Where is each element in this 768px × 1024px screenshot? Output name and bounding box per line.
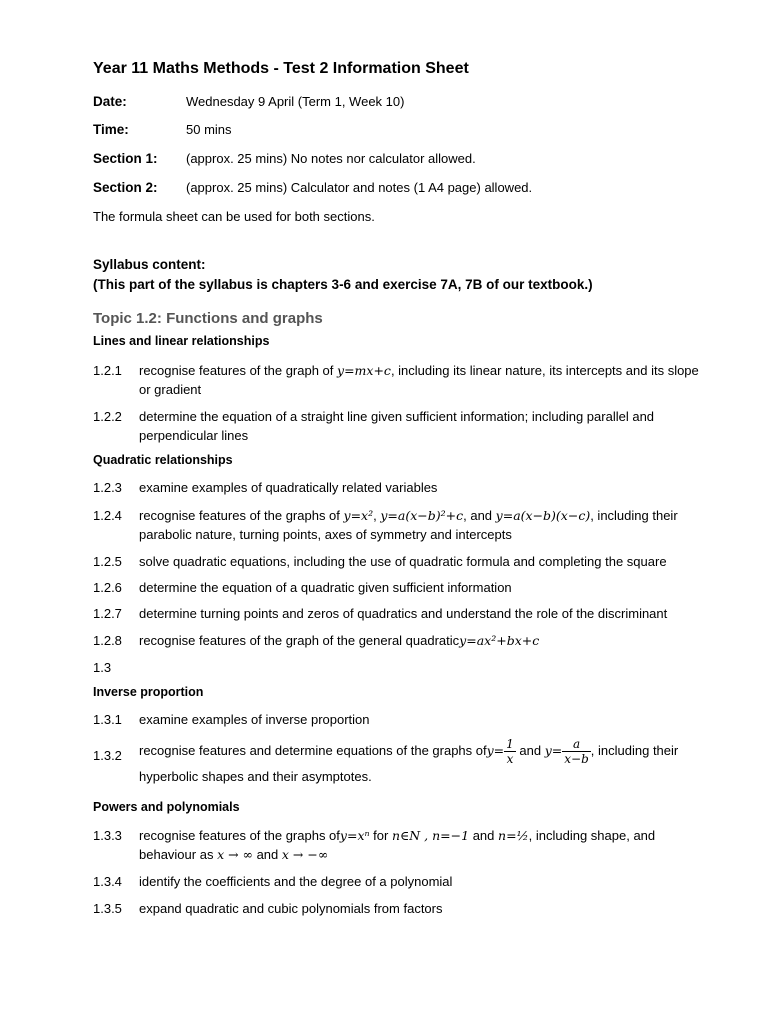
syllabus-item-1-3-1 xyxy=(93,710,713,729)
item-text: identify the coefficients and the degree of a polynomial xyxy=(139,874,453,889)
item-text: and xyxy=(515,742,545,758)
item-text: recognise features of the graphs of xyxy=(139,508,344,523)
info-date xyxy=(93,94,404,109)
item-text: examine examples of inverse proportion xyxy=(139,712,370,727)
info-section-2 xyxy=(93,180,532,195)
equation: y=xⁿ xyxy=(339,828,370,843)
section-linear: Lines and linear relationships xyxy=(93,334,270,348)
item-number: 1.2.8 xyxy=(93,633,122,648)
item-text: recognise features of the graphs of xyxy=(139,828,340,843)
fraction xyxy=(504,737,516,766)
equation: x → −∞ xyxy=(281,847,329,862)
info-value: (approx. 25 mins) Calculator and notes (1 A4 page) allowed. xyxy=(186,180,533,195)
item-number: 1.3.3 xyxy=(93,828,122,843)
syllabus-item-1-3-2 xyxy=(93,737,713,788)
equation: y= xyxy=(486,742,505,758)
section-powers: Powers and polynomials xyxy=(93,800,240,814)
item-text: determine turning points and zeros of quadratics and understand the role of the discriminant xyxy=(139,606,668,621)
item-text: examine examples of quadratically related variables xyxy=(139,480,438,495)
syllabus-item-1-2-8 xyxy=(93,631,713,650)
item-number: 1.2.4 xyxy=(93,508,122,523)
info-label: Section 1: xyxy=(93,151,158,166)
syllabus-item-1-2-2 xyxy=(93,407,713,445)
fraction-denominator: x−b xyxy=(564,752,589,766)
equation: y=a(x−b)(x−c) xyxy=(495,508,591,523)
syllabus-item-1-3-5 xyxy=(93,899,713,918)
item-text: for xyxy=(369,828,392,843)
item-number: 1.2.6 xyxy=(93,580,122,595)
item-number: 1.3.2 xyxy=(93,748,122,763)
info-section-1 xyxy=(93,151,476,166)
item-text: recognise features of the graph of the general quadratic xyxy=(139,633,460,648)
info-label: Date: xyxy=(93,94,127,109)
info-label: Section 2: xyxy=(93,180,158,195)
syllabus-item-1-2-6 xyxy=(93,578,713,597)
syllabus-item-1-2-3 xyxy=(93,478,713,497)
equation: y=a(x−b)²+c xyxy=(380,508,464,523)
equation: y=x² xyxy=(343,508,374,523)
section-quadratic: Quadratic relationships xyxy=(93,453,233,467)
info-value: (approx. 25 mins) No notes nor calculator allowed. xyxy=(186,151,476,166)
syllabus-item-1-3-4 xyxy=(93,872,713,891)
item-number: 1.2.3 xyxy=(93,480,122,495)
equation: x → ∞ xyxy=(217,847,253,862)
section-inverse: Inverse proportion xyxy=(93,685,204,699)
item-text: solve quadratic equations, including the use of quadratic formula and completing the square xyxy=(139,554,667,569)
info-value: 50 mins xyxy=(186,122,232,137)
fraction-numerator: 1 xyxy=(506,737,514,751)
item-text: expand quadratic and cubic polynomials from factors xyxy=(139,901,443,916)
item-number: 1.3.5 xyxy=(93,901,122,916)
item-text: and xyxy=(469,828,499,843)
item-text: , including shape, and behaviour as xyxy=(139,828,656,862)
item-number: 1.3.1 xyxy=(93,712,122,727)
item-number: 1.2.5 xyxy=(93,554,122,569)
info-value: Wednesday 9 April (Term 1, Week 10) xyxy=(186,94,405,109)
syllabus-item-1-2-1 xyxy=(93,361,713,399)
item-number: 1.2.1 xyxy=(93,363,122,378)
info-time xyxy=(93,122,232,137)
item-number: 1.2.2 xyxy=(93,409,122,424)
item-text: recognise features and determine equations of the graphs of xyxy=(139,742,487,758)
item-text: determine the equation of a straight line given sufficient information; including parallel and perpendicular lines xyxy=(139,409,655,443)
syllabus-item-1-3-3 xyxy=(93,826,713,864)
item-text: , including its linear nature, its intercepts and its slope or gradient xyxy=(139,363,699,397)
equation: y= xyxy=(544,742,563,758)
equation: n∈N , n=−1 xyxy=(391,828,470,843)
syllabus-item-1-2-4 xyxy=(93,506,713,544)
item-text: recognise features of the graph of xyxy=(139,363,338,378)
topic-heading: Topic 1.2: Functions and graphs xyxy=(93,310,323,327)
equation: y=mx+c xyxy=(337,363,391,378)
syllabus-item-1-2-7 xyxy=(93,604,713,623)
item-text: and xyxy=(252,847,282,862)
formula-note: The formula sheet can be used for both sections. xyxy=(93,209,375,224)
item-text: , xyxy=(373,508,381,523)
item-text: , including their hyperbolic shapes and their asymptotes. xyxy=(139,742,679,784)
item-number: 1.2.7 xyxy=(93,606,122,621)
page-title: Year 11 Maths Methods - Test 2 Information Sheet xyxy=(93,60,469,77)
info-label: Time: xyxy=(93,122,129,137)
fraction-denominator: x xyxy=(506,752,514,766)
fraction xyxy=(562,737,591,766)
syllabus-note: (This part of the syllabus is chapters 3-6 and exercise 7A, 7B of our textbook.) xyxy=(93,277,593,292)
equation: y=ax²+bx+c xyxy=(459,633,540,648)
item-text: , including their parabolic nature, turning points, axes of symmetry and intercepts xyxy=(139,508,678,542)
equation: n=½ xyxy=(498,828,529,843)
item-number: 1.3 xyxy=(93,660,112,675)
item-number: 1.3.4 xyxy=(93,874,122,889)
item-text: determine the equation of a quadratic given sufficient information xyxy=(139,580,512,595)
syllabus-item-1-2-5 xyxy=(93,552,713,571)
item-text: , and xyxy=(463,508,496,523)
syllabus-heading: Syllabus content: xyxy=(93,257,206,272)
fraction-numerator: a xyxy=(562,737,591,752)
